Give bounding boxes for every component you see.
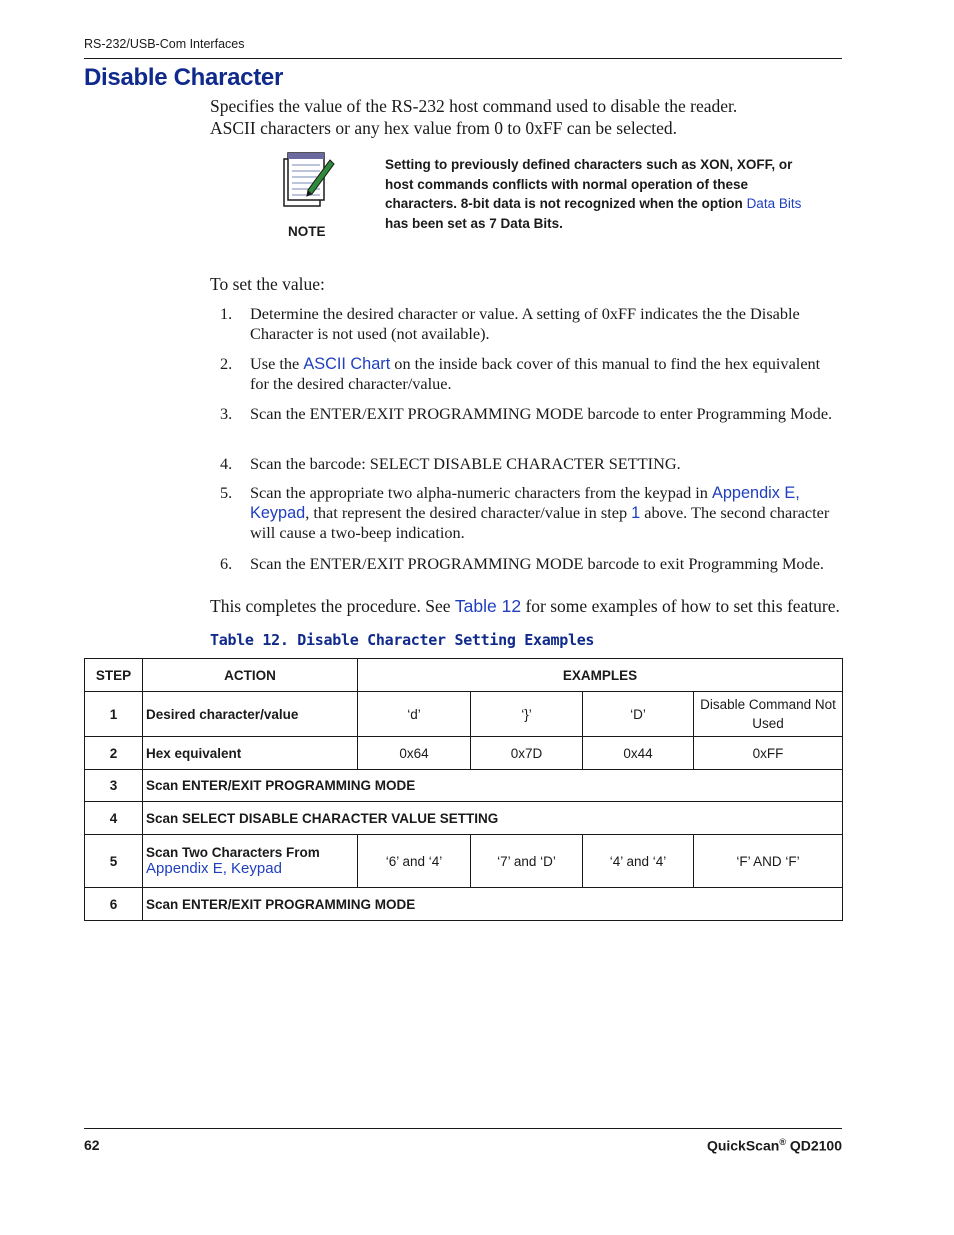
column-header-examples: EXAMPLES (358, 659, 843, 692)
table-row: 6 Scan ENTER/EXIT PROGRAMMING MODE (85, 888, 843, 921)
page-number: 62 (84, 1137, 100, 1153)
table-header-row (85, 659, 843, 692)
table-caption: Table 12. Disable Character Setting Examples (210, 631, 595, 649)
intro-paragraph (210, 95, 850, 139)
ascii-chart-link[interactable]: ASCII Chart (303, 355, 391, 373)
data-bits-link[interactable]: Data Bits (746, 196, 802, 211)
note-text: Setting to previously defined characters such as XON, XOFF, or host commands conflicts with normal operation of these characters. 8-bit data is not recognized when the option Data Bits has been set as 7 Data Bits. (385, 157, 802, 231)
table-12-link[interactable]: Table 12 (454, 596, 522, 616)
header-rule (84, 58, 842, 59)
column-header-action: ACTION (143, 659, 358, 692)
intro-line-1: Specifies the value of the RS-232 host command used to disable the reader. (210, 96, 738, 116)
section-title: Disable Character (84, 64, 283, 91)
note-label: NOTE (288, 224, 326, 239)
step-1-link[interactable]: 1 (631, 504, 641, 522)
completion-paragraph: This completes the procedure. See Table 12 for some examples of how to set this feature. (210, 596, 840, 616)
table-row: 1 Desired character/value ‘d’ ‘}’ ‘D’ Disable Command Not Used (85, 692, 843, 737)
examples-table (84, 658, 843, 921)
procedure-lead: To set the value: (210, 274, 325, 294)
appendix-e-keypad-link[interactable]: Appendix E, Keypad (250, 484, 800, 522)
table-row: 2 Hex equivalent 0x64 0x7D 0x44 0xFF (85, 737, 843, 770)
appendix-e-keypad-link[interactable]: Appendix E, Keypad (146, 860, 282, 877)
table-row: 5 Scan Two Characters From Appendix E, Keypad ‘6’ and ‘4’ ‘7’ and ‘D’ ‘4’ and ‘4’ ‘F’ AND ‘F’ (85, 835, 843, 888)
column-header-step: STEP (85, 659, 143, 692)
table-row: 3 Scan ENTER/EXIT PROGRAMMING MODE (85, 770, 843, 802)
running-header: RS-232/USB-Com Interfaces (84, 37, 245, 51)
note-pad-pen-icon (282, 150, 336, 210)
footer-rule (84, 1128, 842, 1129)
intro-line-2: ASCII characters or any hex value from 0 to 0xFF can be selected. (210, 118, 677, 138)
table-row: 4 Scan SELECT DISABLE CHARACTER VALUE SETTING (85, 802, 843, 835)
product-name: QuickScan® QD2100 (706, 1137, 842, 1154)
